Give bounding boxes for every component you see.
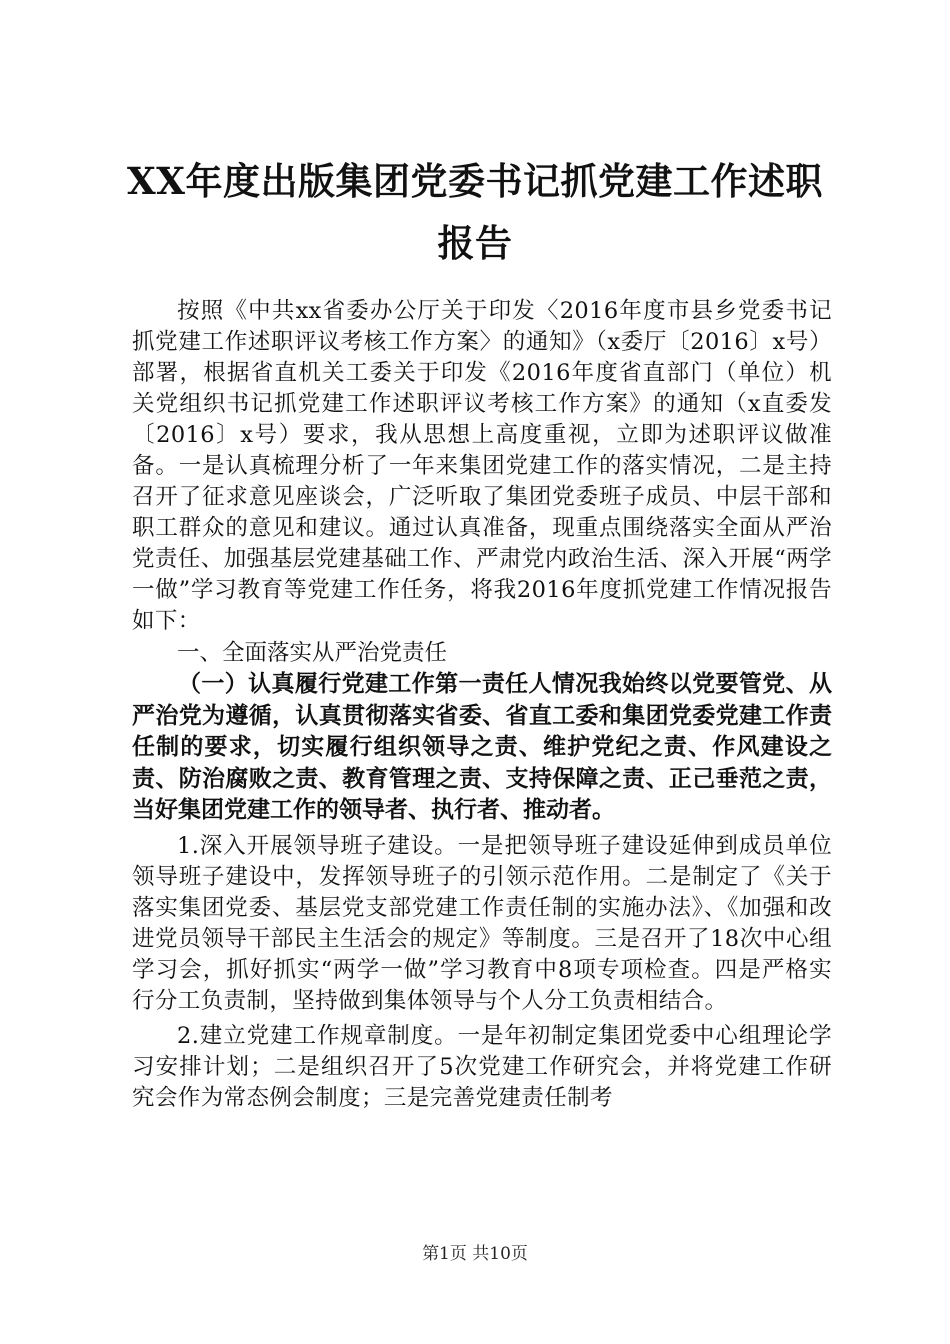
document-title: XX年度出版集团党委书记抓党建工作述职报告 [127, 159, 823, 265]
item-paragraph-1: 1.深入开展领导班子建设。一是把领导班子建设延伸到成员单位领导班子建设中，发挥领导班子的引领示范作用。二是制定了《关于落实集团党委、基层党支部党建工作责任制的实施办法》、《加强和改进党员领导干部民主生活会的规定》等制度。三是召开了18次中心组学习会，抓好抓实“两学一做”学习教育中8项专项检查。四是严格实行分工负责制，坚持做到集体领导与个人分工负责相结合。 [132, 832, 832, 1014]
subsection-paragraph-1: （一）认真履行党建工作第一责任人情况我始终以党要管党、从严治党为遵循，认真贯彻落实省委、省直工委和集团党委党建工作责任制的要求，切实履行组织领导之责、维护党纪之责、作风建设之责、防治腐败之责、教育管理之责、支持保障之责、正己垂范之责，当好集团党建工作的领导者、执行者、推动者。 [132, 671, 832, 823]
intro-paragraph: 按照《中共xx省委办公厅关于印发〈2016年度市县乡党委书记抓党建工作述职评议考核工作方案〉的通知》（x委厅〔2016〕x号）部署，根据省直机关工委关于印发《2016年度省直部门（单位）机关党组织书记抓党建工作述职评议考核工作方案》的通知（x直委发〔2016〕x号）要求，我从思想上高度重视，立即为述职评议做准备。一是认真梳理分析了一年来集团党建工作的落实情况，二是主持召开了征求意见座谈会，广泛听取了集团党委班子成员、中层干部和职工群众的意见和建议。通过认真准备，现重点围绕落实全面从严治党责任、加强基层党建基础工作、严肃党内政治生活、深入开展“两学一做”学习教育等党建工作任务，将我2016年度抓党建工作情况报告如下： [132, 298, 832, 634]
document-body [132, 296, 832, 1114]
section-heading-1: 一、全面落实从严治党责任 [177, 640, 448, 666]
page-footer: 第1页 共10页 [422, 1244, 528, 1264]
item-paragraph-2: 2.建立党建工作规章制度。一是年初制定集团党委中心组理论学习安排计划；二是组织召开了5次党建工作研究会，并将党建工作研究会作为常态例会制度；三是完善党建责任制考 [132, 1022, 832, 1111]
